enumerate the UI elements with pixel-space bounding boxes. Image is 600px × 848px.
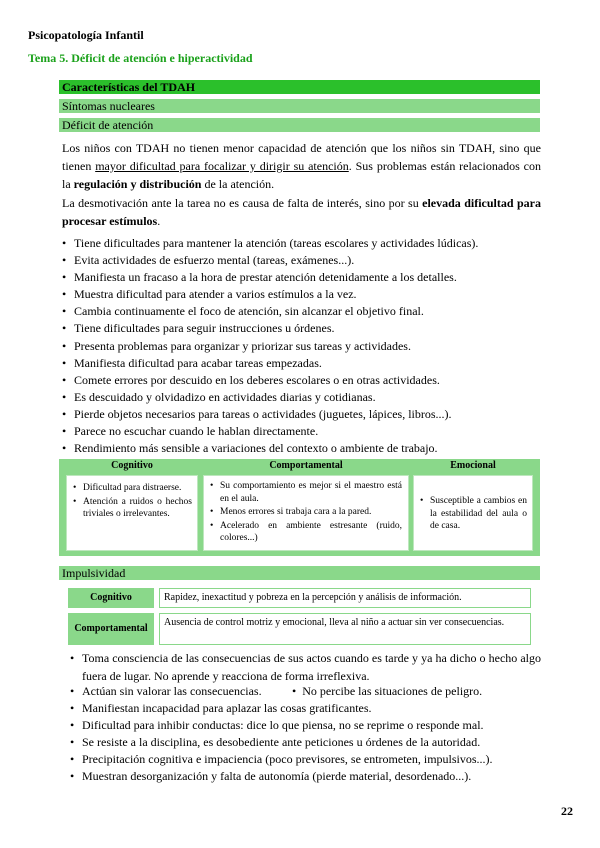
- attention-paragraph-1: Los niños con TDAH no tienen menor capacidad de atención que los niños sin TDAH, sino que tienen mayor dificultad para focalizar y dirigir su atención. Sus problemas están relacionados con la regulación y distribución de la atención.: [62, 141, 542, 191]
- list-item: • Muestran desorganización y falta de autonomía (pierde material, desordenado...).: [70, 768, 541, 785]
- list-item: • Menos errores si trabaja cara a la pared.: [208, 506, 402, 519]
- section-attention-deficit: Déficit de atención: [59, 118, 540, 132]
- list-item: • Tiene dificultades para seguir instrucciones u órdenes.: [62, 320, 541, 337]
- list-item: • Susceptible a cambios en la estabilidad del aula o de casa.: [418, 495, 527, 533]
- list-item: • Su comportamiento es mejor si el maestro está en el aula.: [208, 480, 402, 505]
- column-heading-cognitive: Cognitivo: [66, 459, 198, 473]
- list-item: • Acelerado en ambiente estresante (ruido, colores...): [208, 520, 402, 545]
- impulsivity-label-cognitive: Cognitivo: [68, 588, 154, 608]
- list-item: • Presenta problemas para organizar y priorizar sus tareas y actividades.: [62, 338, 541, 355]
- list-item: • Se resiste a la disciplina, es desobediente ante peticiones u órdenes de la autoridad.: [70, 734, 541, 751]
- impulsivity-label-behavioral: Comportamental: [68, 613, 154, 645]
- attention-symptom-list: [62, 235, 541, 457]
- section-impulsivity: Impulsividad: [59, 566, 540, 580]
- column-box-behavioral: [203, 475, 409, 551]
- list-item: • Manifiesta dificultad para acabar tareas empezadas.: [62, 355, 541, 372]
- list-item: • Dificultad para inhibir conductas: dice lo que piensa, no se reprime o responde mal.: [70, 717, 541, 734]
- list-item: • Cambia continuamente el foco de atención, sin alcanzar el objetivo final.: [62, 303, 541, 320]
- list-item: • Toma consciencia de las consecuencias de sus actos cuando es tarde y ya ha dicho o hecho algo fuera de lugar. No aprende y reacciona de forma irreflexiva.: [70, 649, 541, 685]
- section-core-symptoms: Síntomas nucleares: [59, 99, 540, 113]
- list-item: • Rendimiento más sensible a variaciones del contexto o ambiente de trabajo.: [62, 440, 541, 457]
- impulsivity-symptom-list: [70, 683, 541, 786]
- column-heading-behavioral: Comportamental: [203, 459, 409, 473]
- list-item: • Comete errores por descuido en los deberes escolares o en otras actividades.: [62, 372, 541, 389]
- course-title: Psicopatología Infantil: [28, 28, 144, 42]
- impulsivity-first-list: [70, 649, 541, 685]
- section-characteristics: Características del TDAH: [59, 80, 540, 94]
- list-item: • Manifiestan incapacidad para aplazar las cosas gratificantes.: [70, 700, 541, 717]
- list-item: • Atención a ruidos o hechos triviales o irrelevantes.: [71, 496, 192, 521]
- list-item: • Actúan sin valorar las consecuencias. • No percibe las situaciones de peligro.: [70, 683, 541, 700]
- impulsivity-text-cognitive: Rapidez, inexactitud y pobreza en la percepción y análisis de información.: [159, 588, 531, 608]
- attention-paragraph-2: La desmotivación ante la tarea no es causa de falta de interés, sino por su elevada dificultad para procesar estímulos.: [62, 196, 541, 228]
- bold-phrase: regulación y distribución: [73, 177, 202, 191]
- bold-phrase-2: elevada dificultad para procesar estímulos: [62, 196, 541, 228]
- list-item: • Dificultad para distraerse.: [71, 482, 192, 495]
- topic-title: Tema 5. Déficit de atención e hiperactividad: [28, 51, 253, 65]
- list-item: • Precipitación cognitiva e impaciencia (poco previsores, se entrometen, impulsivos...).: [70, 751, 541, 768]
- list-item: • Parece no escuchar cuando le hablan directamente.: [62, 423, 541, 440]
- impulsivity-text-behavioral: Ausencia de control motriz y emocional, lleva al niño a actuar sin ver consecuencias.: [159, 613, 531, 645]
- page-number: 22: [561, 804, 573, 818]
- list-item: • Muestra dificultad para atender a varios estímulos a la vez.: [62, 286, 541, 303]
- list-item: • Pierde objetos necesarios para tareas o actividades (juguetes, lápices, libros...).: [62, 406, 541, 423]
- list-item: • Evita actividades de esfuerzo mental (tareas, exámenes...).: [62, 252, 541, 269]
- list-item: • Manifiesta un fracaso a la hora de prestar atención detenidamente a los detalles.: [62, 269, 541, 286]
- list-item: • Tiene dificultades para mantener la atención (tareas escolares y actividades lúdicas).: [62, 235, 541, 252]
- column-box-cognitive: [66, 475, 198, 551]
- column-box-emotional: [413, 475, 533, 551]
- paired-item: No percibe las situaciones de peligro.: [302, 684, 483, 698]
- underlined-phrase: mayor dificultad para focalizar y dirigir su atención: [95, 159, 349, 173]
- list-item: • Es descuidado y olvidadizo en actividades diarias y cotidianas.: [62, 389, 541, 406]
- column-heading-emotional: Emocional: [413, 459, 533, 473]
